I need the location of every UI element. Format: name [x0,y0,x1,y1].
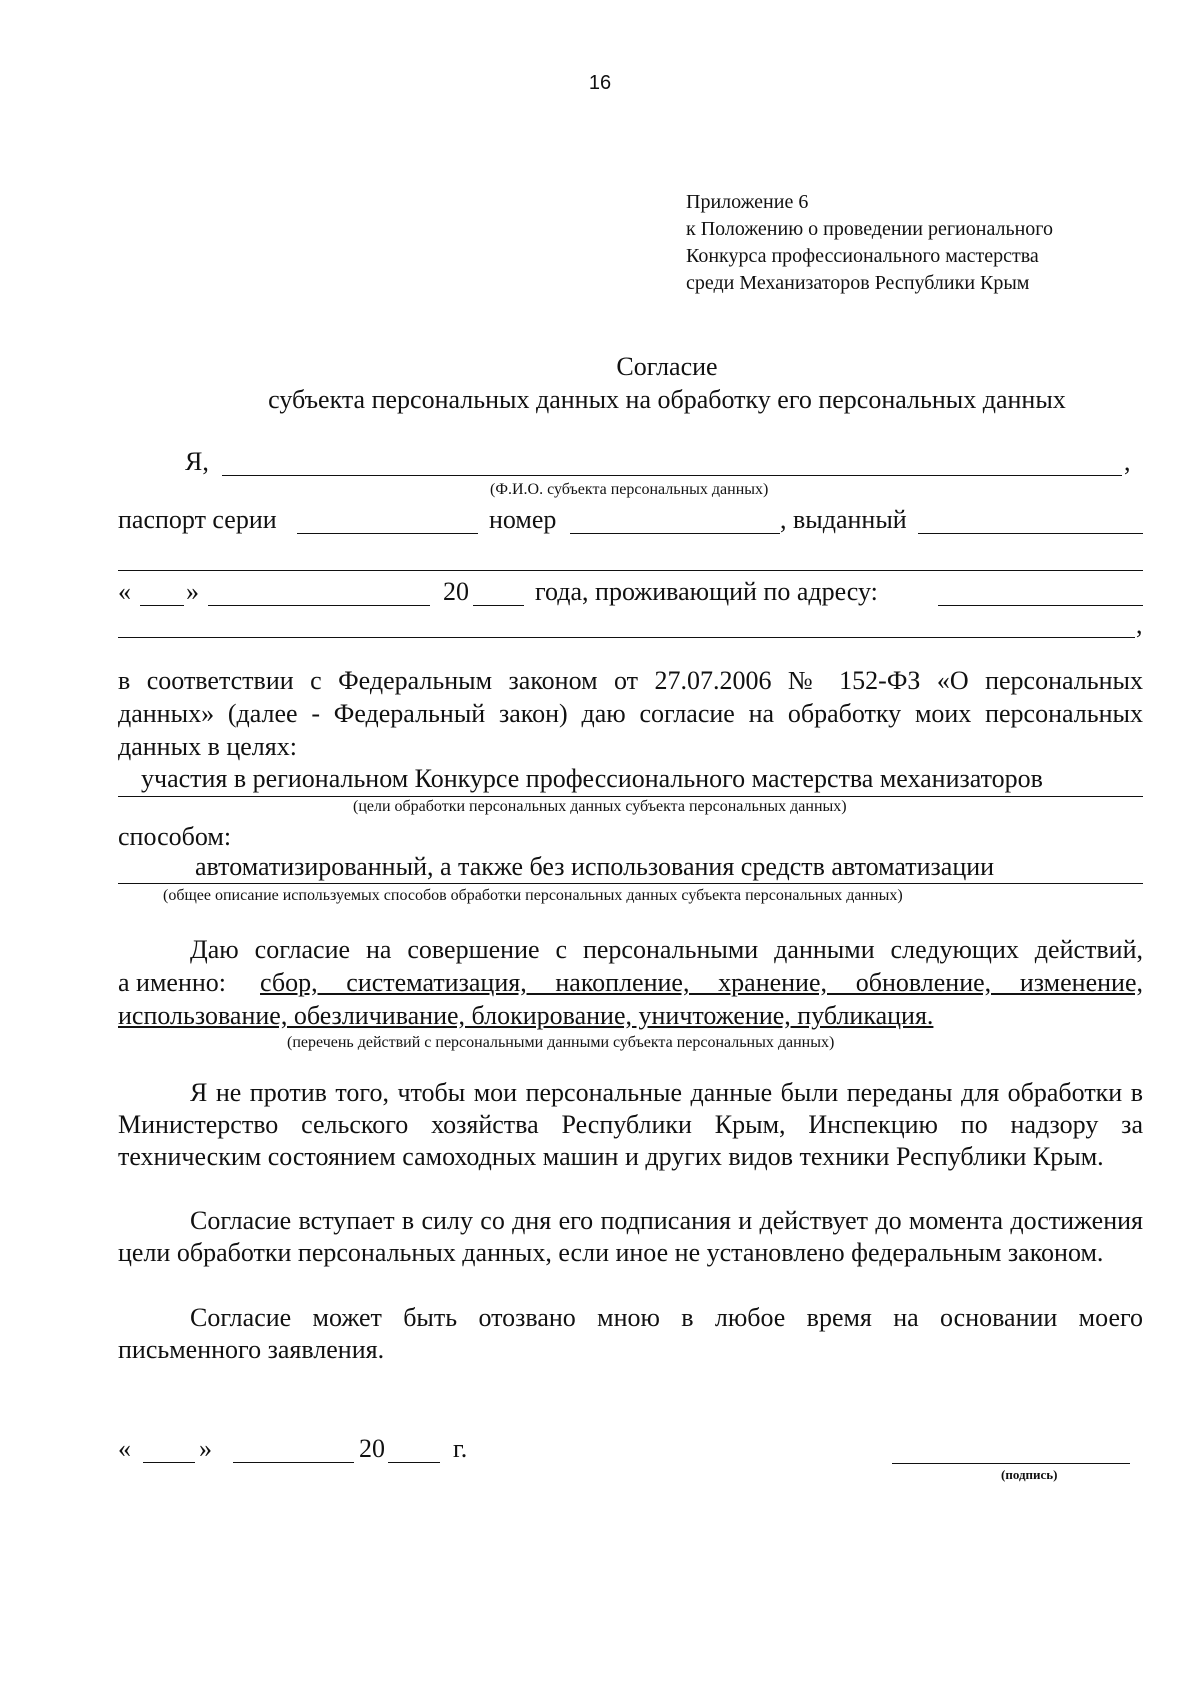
validity-paragraph: Согласие вступает в силу со дня его подписания и действует до момента достижения цели обработки персональных данных, если иное не установлено федеральным законом. [118,1206,1143,1267]
actions-line-1: Даю согласие на совершение с персональными данными следующих действий, [190,935,1143,964]
passport-series-label: паспорт серии [118,505,277,534]
appendix-block [686,189,1053,297]
transfer-paragraph: Я не против того, чтобы мои персональные данные были переданы для обработки в Министерство сельского хозяйства Республики Крым, Инспекцию по надзору за техническим состоянием самоходных машин и других видов техники Республики Крым. [118,1078,1143,1171]
passport-issued-field-line[interactable] [918,533,1143,534]
date-quote-open: « [118,577,131,606]
signature-month-field-line[interactable] [233,1462,354,1463]
actions-line-2-list: сбор, систематизация, накопление, хранение, обновление, изменение, [260,968,1143,997]
actions-caption: (перечень действий с персональными данными субъекта персональных данных) [287,1034,835,1051]
law-paragraph-line-2: данных» (далее - Федеральный закон) даю согласие на обработку моих персональных [118,699,1143,728]
signature-quote-open: « [118,1434,131,1463]
fio-comma: , [1124,447,1131,476]
purpose-field-line [118,796,1143,797]
fio-field-line[interactable] [222,475,1122,476]
law-paragraph-line-1: в соответствии с Федеральным законом от 27.07.2006 № 152-ФЗ «О персональных [118,666,1143,695]
signature-day-field-line[interactable] [143,1462,195,1463]
actions-line-2-prefix: а именно: [118,968,226,997]
issue-year-prefix: 20 [443,577,469,606]
address-field-line-2[interactable] [118,637,1135,638]
purpose-value: участия в региональном Конкурсе профессионального мастерства механизаторов [141,764,1043,793]
actions-line-3-list: использование, обезличивание, блокирование, уничтожение, публикация. [118,1001,934,1030]
revocation-paragraph: Согласие может быть отозвано мною в любое время на основании моего письменного заявления. [118,1303,1143,1364]
document-subtitle: субъекта персональных данных на обработку его персональных данных [268,385,1066,414]
signature-year-field-line[interactable] [388,1462,440,1463]
document-title: Согласие [616,352,718,381]
appendix-line-3: Конкурса профессионального мастерства [686,245,1039,267]
method-field-line [118,883,1143,884]
address-field-line-1[interactable] [938,605,1143,606]
signature-year-prefix: 20 [359,1434,385,1463]
method-value: автоматизированный, а также без использования средств автоматизации [195,852,995,881]
passport-number-field-line[interactable] [570,533,780,534]
fio-caption: (Ф.И.О. субъекта персональных данных) [490,481,769,498]
issue-year-field-line[interactable] [473,605,524,606]
passport-series-field-line[interactable] [297,533,478,534]
address-comma: , [1136,610,1143,639]
passport-issued-label: , выданный [780,505,907,534]
issue-month-field-line[interactable] [208,605,430,606]
issued-by-field-line[interactable] [118,570,1143,571]
law-paragraph-line-3: данных в целях: [118,732,297,761]
method-caption: (общее описание используемых способов обработки персональных данных субъекта персональных данных) [163,887,903,904]
date-quote-close: » [186,577,199,606]
method-label: способом: [118,822,232,851]
appendix-line-4: среди Механизаторов Республики Крым [686,272,1030,294]
purpose-caption: (цели обработки персональных данных субъекта персональных данных) [353,798,847,815]
page-number: 16 [588,72,612,94]
residence-label: года, проживающий по адресу: [535,577,878,606]
issue-day-field-line[interactable] [140,605,184,606]
signature-quote-close: » [199,1434,212,1463]
ya-label: Я, [185,447,209,476]
appendix-line-1: Приложение 6 [686,191,809,213]
signature-field-line[interactable] [892,1463,1130,1464]
appendix-line-2: к Положению о проведении регионального [686,218,1054,240]
signature-caption: (подпись) [1001,1467,1058,1482]
signature-year-suffix: г. [453,1434,468,1463]
passport-number-label: номер [489,505,557,534]
